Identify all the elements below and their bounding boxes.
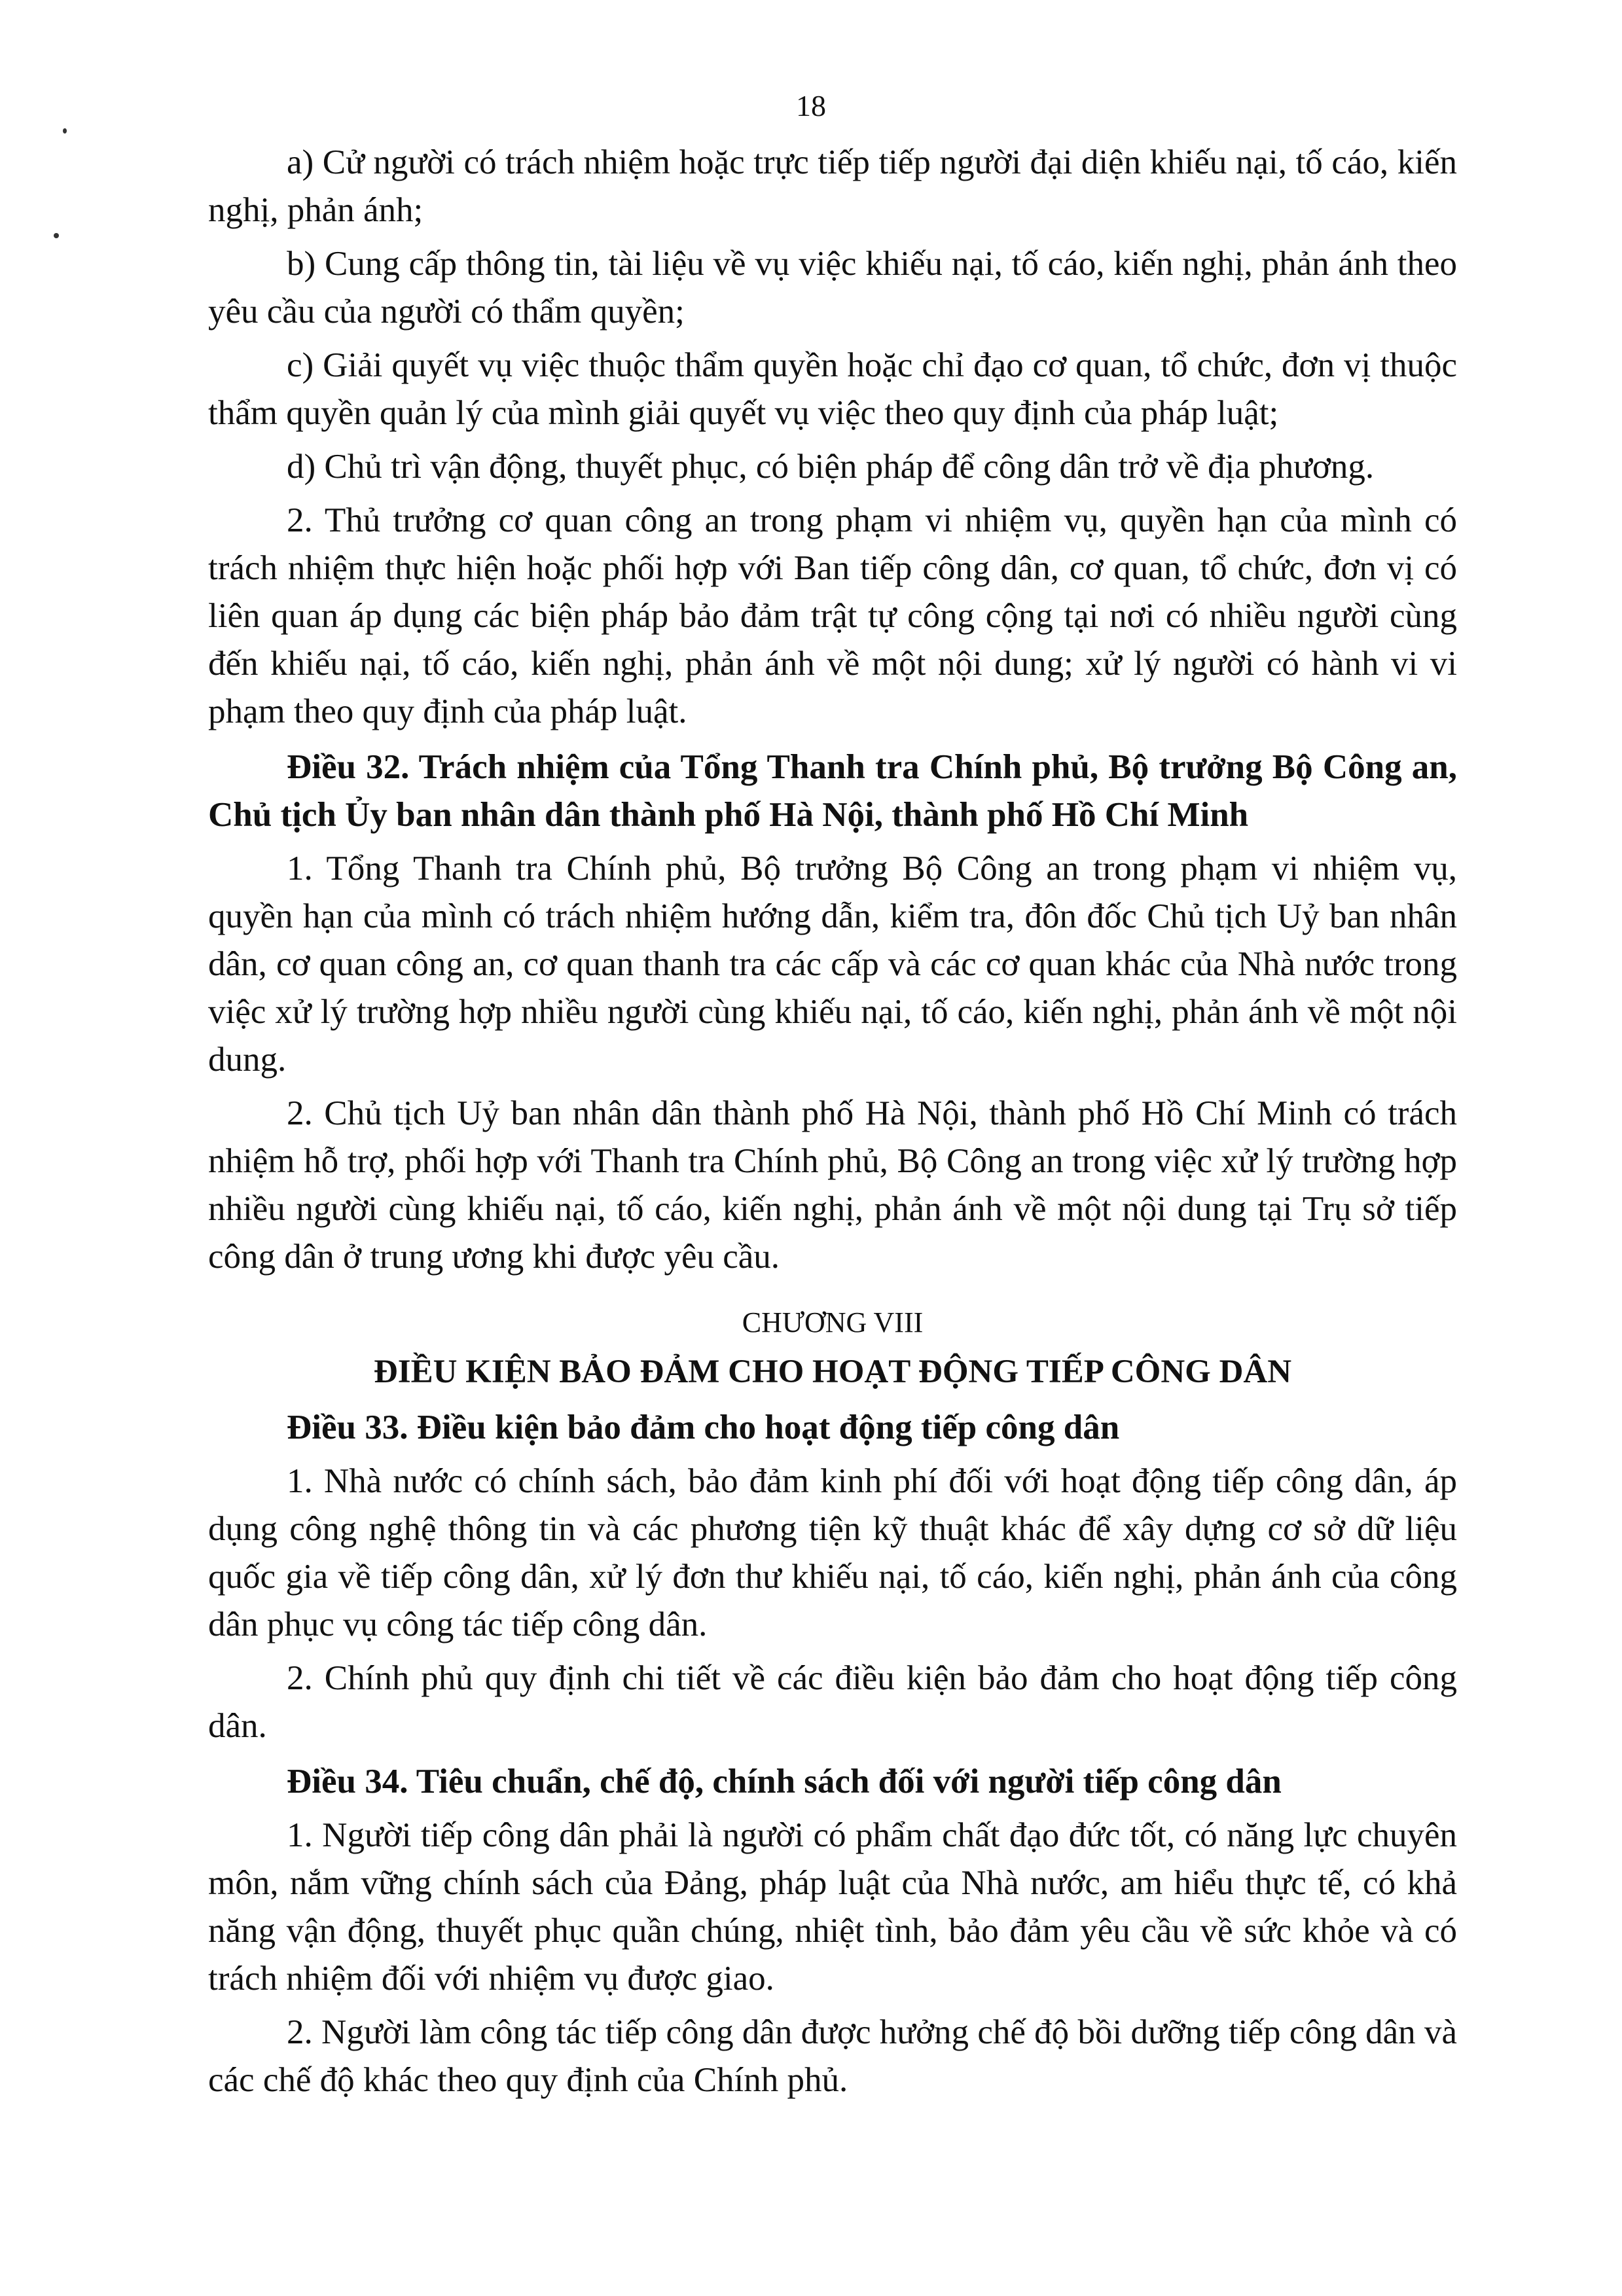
scan-speck — [63, 128, 67, 134]
article-33-item-2: 2. Chính phủ quy định chi tiết về các điều kiện bảo đảm cho hoạt động tiếp công dân. — [208, 1659, 1457, 1745]
chapter-number: CHƯƠNG VIII — [742, 1306, 924, 1338]
article-33-heading: Điều 33. Điều kiện bảo đảm cho hoạt động tiếp công dân — [287, 1408, 1120, 1446]
article-34-item-1: 1. Người tiếp công dân phải là người có phẩm chất đạo đức tốt, có năng lực chuyên môn, nắm vững chính sách của Đảng, pháp luật của Nhà nước, am hiểu thực tế, có khả năng vận động, thuyết phục quần chúng, nhiệt tình, bảo đảm yêu cầu về sức khỏe và có trách nhiệm đối với nhiệm vụ được giao. — [208, 1816, 1457, 1998]
paragraph-clause-d: d) Chủ trì vận động, thuyết phục, có biện pháp để công dân trở về địa phương. — [287, 448, 1375, 486]
scan-speck — [54, 233, 59, 238]
paragraph-clause-a: a) Cử người có trách nhiệm hoặc trực tiếp tiếp người đại diện khiếu nại, tố cáo, kiến nghị, phản ánh; — [208, 143, 1457, 229]
article-34-item-2: 2. Người làm công tác tiếp công dân được hưởng chế độ bồi dưỡng tiếp công dân và các chế độ khác theo quy định của Chính phủ. — [208, 2013, 1457, 2099]
page-number: 18 — [796, 89, 826, 122]
article-32-item-1: 1. Tổng Thanh tra Chính phủ, Bộ trưởng Bộ Công an trong phạm vi nhiệm vụ, quyền hạn của mình có trách nhiệm hướng dẫn, kiểm tra, đôn đốc Chủ tịch Uỷ ban nhân dân, cơ quan công an, cơ quan thanh tra các cấp và các cơ quan khác của Nhà nước trong việc xử lý trường hợp nhiều người cùng khiếu nại, tố cáo, kiến nghị, phản ánh về một nội dung. — [208, 850, 1457, 1079]
article-32-item-2: 2. Chủ tịch Uỷ ban nhân dân thành phố Hà Nội, thành phố Hồ Chí Minh có trách nhiệm hỗ trợ, phối hợp với Thanh tra Chính phủ, Bộ Công an trong việc xử lý trường hợp nhiều người cùng khiếu nại, tố cáo, kiến nghị, phản ánh về một nội dung tại Trụ sở tiếp công dân ở trung ương khi được yêu cầu. — [208, 1094, 1457, 1276]
article-34-heading: Điều 34. Tiêu chuẩn, chế độ, chính sách đối với người tiếp công dân — [287, 1763, 1282, 1801]
article-32-heading: Điều 32. Trách nhiệm của Tổng Thanh tra Chính phủ, Bộ trưởng Bộ Công an, Chủ tịch Ủy ban nhân dân thành phố Hà Nội, thành phố Hồ Chí Minh — [208, 748, 1457, 834]
chapter-title: ĐIỀU KIỆN BẢO ĐẢM CHO HOẠT ĐỘNG TIẾP CÔNG DÂN — [373, 1354, 1292, 1390]
paragraph-item-2: 2. Thủ trưởng cơ quan công an trong phạm vi nhiệm vụ, quyền hạn của mình có trách nhiệm thực hiện hoặc phối hợp với Ban tiếp công dân, cơ quan, tổ chức, đơn vị có liên quan áp dụng các biện pháp bảo đảm trật tự công cộng tại nơi có nhiều người cùng đến khiếu nại, tố cáo, kiến nghị, phản ánh về một nội dung; xử lý người có hành vi vi phạm theo quy định của pháp luật. — [208, 501, 1457, 730]
paragraph-clause-c: c) Giải quyết vụ việc thuộc thẩm quyền hoặc chỉ đạo cơ quan, tổ chức, đơn vị thuộc thẩm quyền quản lý của mình giải quyết vụ việc theo quy định của pháp luật; — [208, 346, 1457, 432]
article-33-item-1: 1. Nhà nước có chính sách, bảo đảm kinh phí đối với hoạt động tiếp công dân, áp dụng công nghệ thông tin và các phương tiện kỹ thuật khác để xây dựng cơ sở dữ liệu quốc gia về tiếp công dân, xử lý đơn thư khiếu nại, tố cáo, kiến nghị, phản ánh của công dân phục vụ công tác tiếp công dân. — [208, 1462, 1457, 1643]
document-body — [208, 139, 1457, 2110]
paragraph-clause-b: b) Cung cấp thông tin, tài liệu về vụ việc khiếu nại, tố cáo, kiến nghị, phản ánh theo yêu cầu của người có thẩm quyền; — [208, 245, 1457, 331]
